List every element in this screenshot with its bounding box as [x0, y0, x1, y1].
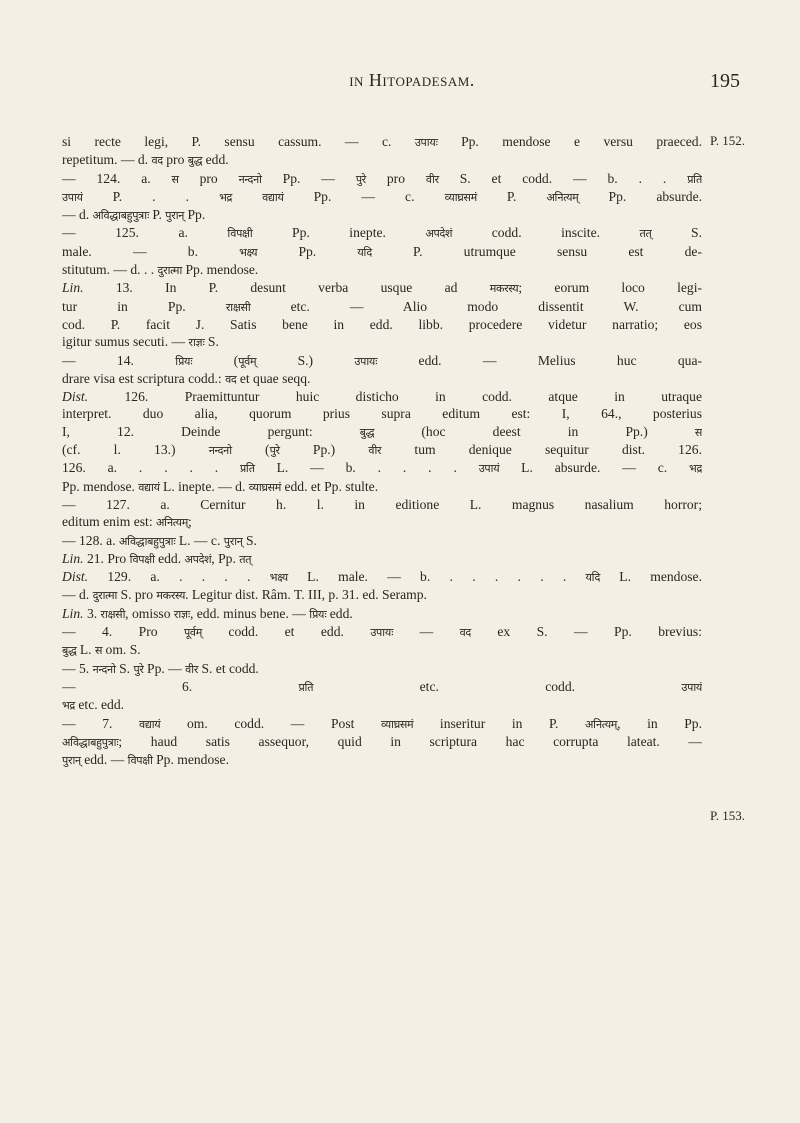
devanagari-word: वद्यायं	[138, 480, 160, 494]
devanagari-word: मकरस्य	[156, 589, 186, 603]
text-line: — d. अविद्धाबहुपुत्राः P. पुरान् Pp.	[62, 207, 206, 223]
devanagari-word: स	[694, 425, 702, 439]
devanagari-word: अविद्धाबहुपुत्राः	[119, 534, 176, 548]
text-line: male. — b. भक्ष्य Pp. यदि P. utrumque sensu est de-	[62, 243, 702, 259]
devanagari-word: तत्	[639, 227, 652, 241]
section-label: Lin.	[62, 550, 84, 566]
devanagari-word: राक्षसी	[225, 300, 251, 314]
devanagari-word: वद्यायं	[262, 190, 284, 204]
devanagari-word: अनित्यम्	[546, 190, 579, 204]
devanagari-word: भद्र	[62, 699, 75, 713]
devanagari-word: विपक्षी	[127, 754, 153, 768]
text-line: अविद्धाबहुपुत्राः; haud satis assequor, quid in scriptura hac corrupta lateat. —	[62, 733, 702, 749]
text-line: tur in Pp. राक्षसी etc. — Alio modo dissentit W. cum	[62, 298, 702, 314]
text-line: I, 12. Deinde pergunt: बुद्ध (hoc deest in Pp.) स	[62, 423, 702, 439]
devanagari-word: व्याघ्रसमं	[248, 480, 282, 494]
devanagari-word: स	[94, 644, 103, 658]
running-head-title: Hitopadesam.	[368, 70, 475, 90]
devanagari-word: व्याघ्रसमं	[444, 190, 477, 204]
devanagari-word: पुरे	[133, 662, 144, 676]
text-line: बुद्ध L. स om. S.	[62, 642, 141, 658]
devanagari-word: विपक्षी	[227, 227, 253, 241]
devanagari-word: पुरे	[355, 172, 366, 186]
text-line: — 4. Pro पूर्वम् codd. et edd. उपायः — वद ex S. — Pp. brevius:	[62, 624, 702, 640]
devanagari-word: राज्ञः	[173, 607, 190, 621]
devanagari-word: बुद्ध	[187, 154, 203, 168]
devanagari-word: अनित्यम्	[585, 717, 618, 731]
text-line: — 14. प्रियः (पूर्वम् S.) उपायः edd. — Melius huc qua-	[62, 352, 702, 368]
text-line: — d. दुरात्मा S. pro मकरस्य. Legitur dist. Râm. T. III, p. 31. ed. Seramp.	[62, 587, 427, 603]
text-line: — 5. नन्दनो S. पुरे Pp. — वीर S. et codd.	[62, 660, 259, 676]
devanagari-word: वद	[459, 626, 471, 640]
text-line: Lin. 3. राक्षसी, omisso राज्ञः, edd. minus bene. — प्रियः edd.	[62, 605, 353, 621]
devanagari-word: वीर	[368, 444, 382, 458]
text-line: — 6. प्रति etc. codd. उपायं	[62, 678, 702, 694]
devanagari-word: बुद्ध	[62, 644, 77, 658]
devanagari-word: प्रति	[687, 172, 702, 186]
text-line: repetitum. — d. वद pro बुद्ध edd.	[62, 152, 229, 168]
margin-reference: P. 152.	[710, 133, 746, 148]
margin-reference: P. 153.	[710, 807, 746, 823]
devanagari-word: दुरात्मा	[92, 589, 118, 603]
devanagari-word: भद्र	[689, 462, 702, 476]
text-line: — 128. a. अविद्धाबहुपुत्राः L. — c. पुरान् S.	[62, 532, 257, 548]
devanagari-word: उपायः	[414, 136, 438, 149]
text-line: Pp. mendose. वद्यायं L. inepte. — d. व्याघ्रसमं edd. et Pp. stulte.	[62, 478, 379, 494]
devanagari-word: प्रियः	[309, 607, 327, 621]
text-line: editum enim est: अनित्यम्;	[62, 514, 192, 530]
section-label: Lin.	[62, 605, 84, 621]
section-label: Dist.	[62, 389, 89, 405]
devanagari-word: वद	[225, 372, 237, 386]
devanagari-word: उपायं	[62, 190, 83, 204]
text-line: interpret. duo alia, quorum prius supra editum est: I, 64., posterius	[62, 406, 702, 422]
devanagari-word: प्रियः	[175, 354, 193, 368]
devanagari-word: यदि	[357, 245, 372, 259]
devanagari-word: मकरस्य	[489, 282, 519, 296]
devanagari-word: पुरान्	[165, 209, 185, 223]
devanagari-word: राक्षसी	[100, 607, 126, 621]
devanagari-word: बुद्ध	[359, 425, 375, 439]
page-number: 195	[710, 70, 740, 92]
devanagari-word: तत्	[239, 552, 252, 566]
text-line: उपायं P. . . भद्र वद्यायं Pp. — c. व्याघ्रसमं P. अनित्यम् Pp. absurde.	[62, 188, 702, 204]
devanagari-word: पुरे	[269, 444, 280, 458]
devanagari-word: अपदेशं	[425, 227, 453, 241]
text-line: Dist. 129. a. . . . . भक्ष्य L. male. — b. . . . . . . यदि L. mendose.	[62, 569, 702, 585]
devanagari-word: नन्दनो	[92, 662, 116, 676]
devanagari-word: यदि	[585, 571, 601, 585]
devanagari-word: भक्ष्य	[269, 571, 288, 585]
devanagari-word: नन्दनो	[208, 444, 232, 458]
devanagari-word: स	[171, 172, 179, 186]
text-line: Dist. 126. Praemittuntur huic disticho in codd. atque in utraque	[62, 389, 702, 405]
devanagari-word: वीर	[425, 172, 439, 186]
devanagari-word: वद्यायं	[139, 717, 161, 731]
devanagari-word: विपक्षी	[129, 552, 155, 566]
text-line: Lin. 13. In P. desunt verba usque ad मकरस्य; eorum loco legi-	[62, 280, 702, 296]
devanagari-word: अपदेशं	[184, 552, 212, 566]
devanagari-word: उपायं	[681, 680, 702, 694]
devanagari-word: अविद्धाबहुपुत्राः	[62, 735, 119, 749]
text-line: — 124. a. स pro नन्दनो Pp. — पुरे pro वीर S. et codd. — b. . . प्रति	[62, 170, 702, 186]
body-text	[62, 133, 702, 769]
text-line: igitur sumus secuti. — राज्ञः S.	[62, 334, 219, 350]
devanagari-word: अनित्यम्	[156, 516, 189, 530]
devanagari-word: पुरान्	[223, 534, 243, 548]
devanagari-word: पूर्वम्	[183, 626, 202, 640]
text-line: भद्र etc. edd.	[62, 697, 125, 713]
devanagari-word: प्रति	[239, 462, 255, 476]
devanagari-word: भक्ष्य	[239, 245, 258, 259]
devanagari-word: भद्र	[219, 190, 233, 204]
devanagari-word: प्रति	[298, 680, 314, 694]
text-line: — 127. a. Cernitur h. l. in editione L. magnus nasalium horror;	[62, 496, 702, 512]
devanagari-word: दुरात्मा	[157, 264, 183, 278]
text-line: (cf. l. 13.) नन्दनो (पुरे Pp.) वीर tum denique sequitur dist. 126.	[62, 442, 702, 458]
devanagari-word: उपायं	[478, 462, 500, 476]
section-label: Lin.	[62, 280, 84, 296]
devanagari-word: अविद्धाबहुपुत्राः	[92, 209, 150, 223]
text-line: — 125. a. विपक्षी Pp. inepte. अपदेशं codd. inscite. तत् S.	[62, 225, 702, 241]
text-line: Lin. 21. Pro विपक्षी edd. अपदेशं, Pp. तत्	[62, 550, 252, 566]
devanagari-word: उपायः	[370, 626, 394, 640]
text-line: — 7. वद्यायं om. codd. — Post व्याघ्रसमं inseritur in P. अनित्यम्, in Pp.	[62, 715, 702, 731]
running-head-prefix: in	[349, 70, 364, 90]
devanagari-word: वद	[151, 154, 163, 168]
text-line: पुरान् edd. — विपक्षी Pp. mendose.	[62, 752, 229, 768]
text-line: drare visa est scriptura codd.: वद et quae seqq.	[62, 370, 311, 386]
running-head	[62, 70, 762, 91]
devanagari-word: राज्ञः	[188, 336, 205, 350]
devanagari-word: पुरान्	[62, 754, 81, 768]
page-header	[62, 70, 762, 100]
devanagari-word: वीर	[185, 662, 199, 676]
devanagari-word: पूर्वम्	[238, 354, 257, 368]
devanagari-word: व्याघ्रसमं	[381, 717, 414, 731]
text-line: 126. a. . . . . प्रति L. — b. . . . . उपायं L. absurde. — c. भद्र	[62, 460, 702, 476]
text-line: stitutum. — d. . . दुरात्मा Pp. mendose.	[62, 262, 259, 278]
devanagari-word: उपायः	[354, 354, 378, 368]
section-label: Dist.	[62, 569, 89, 585]
text-line: cod. P. facit J. Satis bene in edd. libb. procedere videtur narratio; eos	[62, 316, 702, 332]
text-line: si recte legi, P. sensu cassum. — c. उपायः Pp. mendose e versu praeced.	[62, 134, 702, 149]
devanagari-word: नन्दनो	[238, 172, 262, 186]
